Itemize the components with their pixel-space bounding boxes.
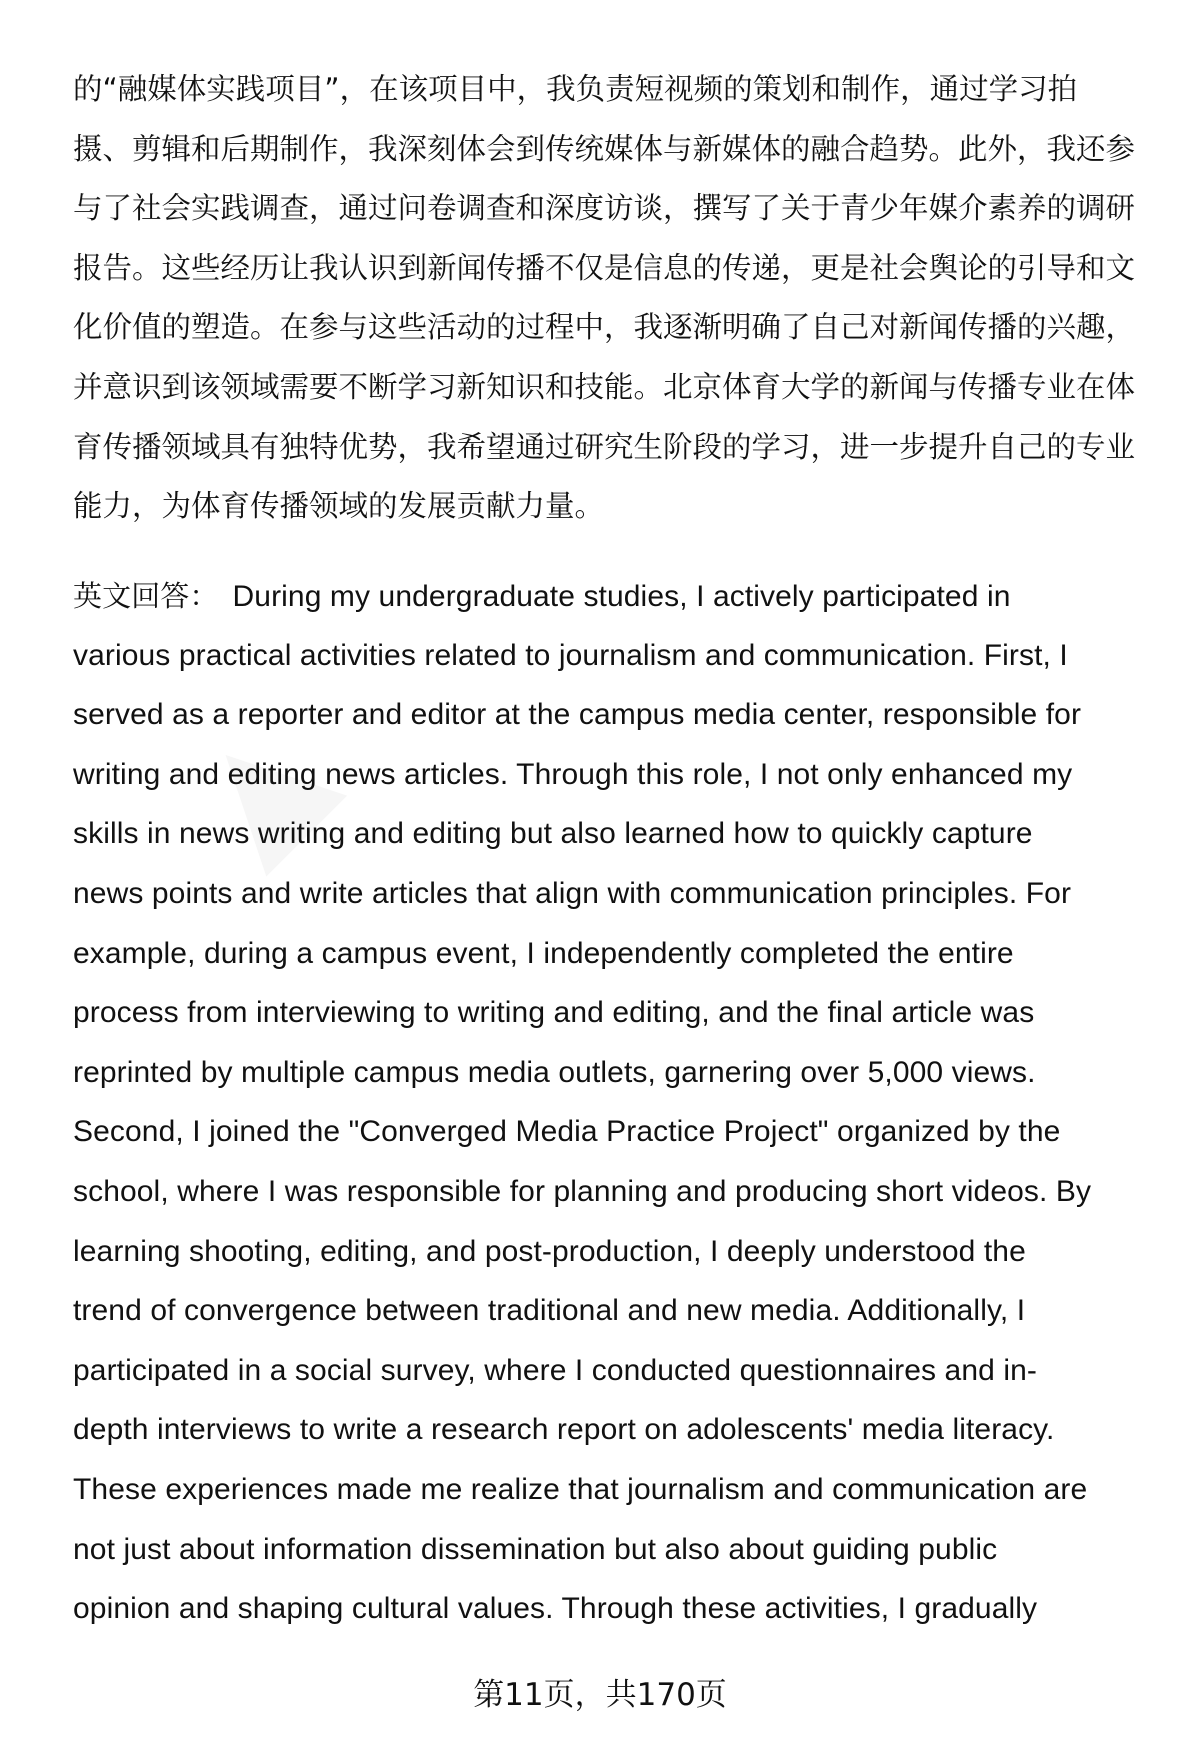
english-text-line: Second, I joined the "Converged Media Practice Project" organized by the — [73, 1115, 1061, 1149]
english-text-line: served as a reporter and editor at the campus media center, responsible for — [73, 698, 1082, 732]
chinese-text-line: 的“融媒体实践项目”，在该项目中，我负责短视频的策划和制作，通过学习拍 — [73, 72, 1078, 106]
chinese-text-line: 化价值的塑造。在参与这些活动的过程中，我逐渐明确了自己对新闻传播的兴趣， — [73, 310, 1136, 345]
answer-text: During my undergraduate studies, I actively participated in — [232, 580, 1011, 613]
english-text-line: trend of convergence between traditional and new media. Additionally, I — [73, 1294, 1026, 1328]
english-text-line: not just about information dissemination but also about guiding public — [73, 1532, 998, 1566]
english-text-line: opinion and shaping cultural values. Through these activities, I gradually — [73, 1592, 1038, 1626]
english-text-line: learning shooting, editing, and post-production, I deeply understood the — [73, 1234, 1026, 1268]
english-text-line: example, during a campus event, I independently completed the entire — [73, 936, 1014, 970]
english-text-line: reprinted by multiple campus media outlets, garnering over 5,000 views. — [73, 1055, 1036, 1089]
english-text-line: news points and write articles that align with communication principles. For — [73, 877, 1072, 910]
english-text-line — [73, 566, 1011, 626]
answer-label: 英文回答： — [73, 579, 219, 613]
english-text-line: participated in a social survey, where I conducted questionnaires and in- — [73, 1353, 1037, 1387]
chinese-text-line: 并意识到该领域需要不断学习新知识和技能。北京体育大学的新闻与传播专业在体 — [73, 370, 1136, 404]
english-text-line: These experiences made me realize that journalism and communication are — [73, 1473, 1088, 1506]
english-text-line: process from interviewing to writing and editing, and the final article was — [73, 996, 1035, 1030]
chinese-text-line: 能力，为体育传播领域的发展贡献力量。 — [73, 489, 605, 524]
english-text-line: school, where I was responsible for planning and producing short videos. By — [73, 1175, 1092, 1208]
chinese-text-line: 育传播领域具有独特优势，我希望通过研究生阶段的学习，进一步提升自己的专业 — [73, 429, 1136, 464]
chinese-text-line: 报告。这些经历让我认识到新闻传播不仅是信息的传递，更是社会舆论的引导和文 — [73, 250, 1136, 285]
english-text-line: various practical activities related to journalism and communication. First, I — [73, 638, 1068, 672]
page-number: 第11页，共170页 — [473, 1677, 727, 1713]
english-text-line: writing and editing news articles. Through this role, I not only enhanced my — [73, 757, 1073, 791]
chinese-text-line: 摄、剪辑和后期制作，我深刻体会到传统媒体与新媒体的融合趋势。此外，我还参 — [73, 131, 1136, 166]
english-text-line: skills in news writing and editing but also learned how to quickly capture — [73, 817, 1033, 851]
english-text-line: depth interviews to write a research report on adolescents' media literacy. — [73, 1413, 1055, 1447]
chinese-text-line: 与了社会实践调查，通过问卷调查和深度访谈，撰写了关于青少年媒介素养的调研 — [73, 191, 1136, 226]
